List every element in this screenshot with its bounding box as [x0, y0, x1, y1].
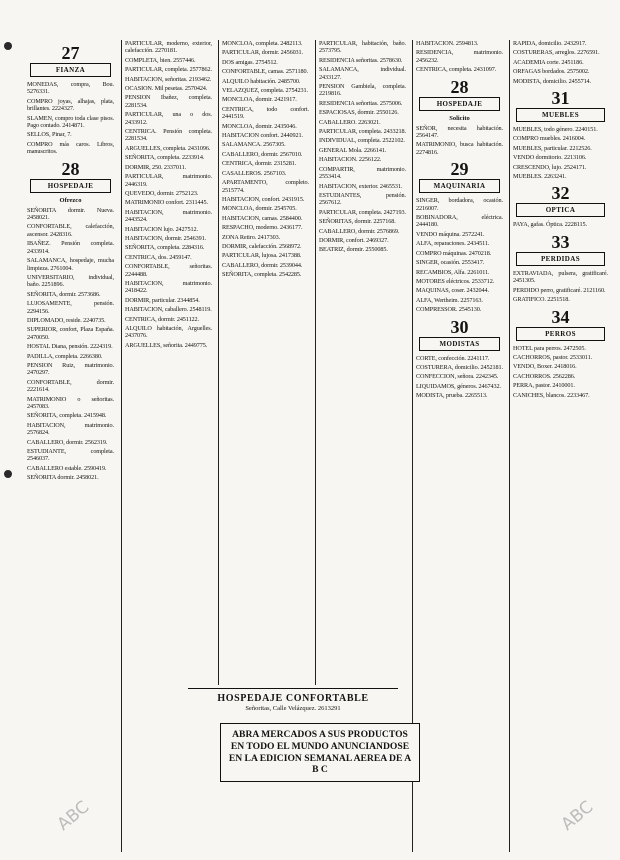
- classified-ad: SEÑORITAS, dormir. 2257168.: [319, 218, 396, 226]
- subhead-ofrezco: Ofrezco: [59, 196, 82, 204]
- classified-ad: CABALLERO, dormir. 2576869.: [319, 227, 400, 235]
- classified-ad: PADILLA, completa. 2266380.: [27, 352, 103, 360]
- section-title-optica: OPTICA: [516, 203, 605, 217]
- classified-ad: ALFA, Wertheim. 2257163.: [416, 296, 483, 304]
- classified-ad: DIPLOMADO, reside. 2240735.: [27, 316, 106, 324]
- classified-ad: MODISTA, prueba. 2265513.: [416, 392, 488, 400]
- classified-ad: MONCLOA, dormir. 2421917.: [222, 96, 297, 104]
- classified-ad: SLAMEN, compro toda clase pisos. Pago contado. 2414871.: [27, 114, 114, 130]
- abc-watermark: ABC: [53, 797, 94, 835]
- classified-ad: HABITACION confort. 2440921.: [222, 132, 303, 140]
- classified-ad: SEÑORITA, completa. 2233914.: [125, 154, 205, 162]
- classified-ad: COSTURERAS, arreglos. 2276591.: [513, 49, 600, 57]
- classified-ad: CABALLERO, dormir. 2567010.: [222, 150, 303, 158]
- classified-ad: HABITACION, caballero. 2548119.: [125, 306, 212, 314]
- classified-ad: ZONA Retiro. 2417303.: [222, 233, 281, 241]
- classified-ad: SALAMANCA, individual. 2433127.: [319, 66, 406, 81]
- classified-ad: CACHORROS, pastor. 2533011.: [513, 353, 593, 361]
- ads-column-6-top: [510, 40, 611, 85]
- classified-ad: HABITACION, matrimonio. 2576824.: [27, 421, 114, 437]
- classified-ad: PERDIDO perro, gratificaré. 2121160.: [513, 286, 606, 294]
- classified-ad: MOTORES eléctricos. 2533712.: [416, 277, 495, 285]
- classified-ad: ARGUELLES, señorita. 2449775.: [125, 341, 208, 349]
- ads-modistas: [413, 355, 506, 400]
- ads-column-4: [316, 40, 409, 254]
- classified-ad: PARTICULAR, habitación, baño. 2573795.: [319, 40, 406, 55]
- classified-ad: VENDO, Boxer. 2418016.: [513, 363, 577, 371]
- ads-maquinaria: [413, 197, 506, 313]
- promo-text: ABRA MERCADOS A SUS PRODUCTOS EN TODO EL MUNDO ANUNCIANDOSE EN LA EDICION SEMANAL AEREA DE A B C: [228, 729, 412, 776]
- punch-hole: [4, 42, 12, 50]
- classified-ad: CENTRICA, dormir. 2315281.: [222, 160, 297, 168]
- classified-ad: MATRIMONIO confort. 2311445.: [125, 199, 208, 207]
- section-number-30: 30: [450, 316, 469, 337]
- classified-ad: HABITACION. 2594813.: [416, 40, 479, 47]
- classified-ad: RESPACHO, moderno. 2436177.: [222, 224, 303, 232]
- classified-ad: HABITACION lujo. 2427512.: [125, 225, 198, 233]
- classified-ad: CACHORROS. 2562286.: [513, 372, 576, 380]
- classified-ad: PARTICULAR, completa. 2427193.: [319, 208, 406, 216]
- classified-ad: RESIDENCIA señoritas. 2575006.: [319, 99, 403, 107]
- classified-ad: SEÑORITA dormir. Nueva. 2458021.: [27, 206, 114, 222]
- classified-ad: CANICHES, blancos. 2233467.: [513, 391, 590, 399]
- classified-ad: CONFORTABLE, calefacción, ascensor. 2428316.: [27, 223, 114, 238]
- classified-ad: COMPRO muebles. 2416004.: [513, 135, 586, 143]
- classified-ad: LUJOSAMENTE, pensión. 2294156.: [27, 300, 114, 315]
- section-number-27: 27: [61, 43, 80, 63]
- classified-ad: SEÑORITA, dormir. 2573686.: [27, 290, 101, 298]
- classified-ad: CABALLERO, dormir. 2539044.: [222, 261, 303, 269]
- ads-hospedaje-ofrezco: [24, 207, 117, 482]
- classified-ad: ALQUILO habitación, Arguelles. 2437076.: [125, 325, 212, 340]
- classified-ad: ALFA, reparaciones. 2434511.: [416, 240, 490, 248]
- ads-column-2: [122, 40, 215, 349]
- classified-ad: CONFECCION, señora. 2242345.: [416, 373, 499, 381]
- classified-ad: MONCLOA, dormir. 2545705.: [222, 205, 297, 213]
- column-1: [24, 40, 117, 852]
- classified-ad: MAQUINAS, coser. 2432044.: [416, 287, 489, 295]
- classified-ad: CABALLERO, dormir. 2562319.: [27, 438, 108, 446]
- classified-ad: GRATIFICO. 2251518.: [513, 296, 570, 304]
- classified-ad: PARTICULAR, moderno, exterior, calefacción. 2270181.: [125, 40, 212, 55]
- classified-ad: PARTICULAR, completa. 2577862.: [125, 66, 212, 74]
- section-title-hospedaje-b: HOSPEDAJE: [419, 97, 500, 111]
- classified-ad: RAPIDA, domicilio. 2432917.: [513, 40, 587, 47]
- section-number-28b: 28: [450, 76, 469, 97]
- column-5: [412, 40, 506, 852]
- classified-ad: HABITACION, señoritas. 2193462.: [125, 75, 212, 83]
- classified-ad: DORMIR, 250. 2337011.: [125, 163, 187, 171]
- section-title-maquinaria: MAQUINARIA: [419, 179, 500, 193]
- classified-ad: PAYA, gafas. Óptica. 2228115.: [513, 221, 587, 229]
- abc-watermark: ABC: [557, 797, 598, 835]
- classified-ad: COMPRO más caros. Libros, manuscritos.: [27, 140, 114, 156]
- classified-ad: MUEBLES, todo género. 2240151.: [513, 126, 598, 134]
- classified-ad: SUPERIOR, confort, Plaza España. 2470050.: [27, 326, 114, 341]
- classified-ad: CENTRICA, dos. 2459147.: [125, 253, 192, 261]
- section-number-29: 29: [450, 159, 469, 180]
- classified-ad: LIQUIDAMOS, géneros. 2467432.: [416, 382, 501, 390]
- classified-ad: EXTRAVIADA, pulsera, gratificaré. 2451305.: [513, 269, 608, 285]
- ads-muebles: [510, 126, 611, 180]
- column-6: [509, 40, 611, 852]
- subhead-solicito: Solicito: [449, 114, 470, 122]
- classified-ad: VENDO máquina. 2572241.: [416, 230, 485, 238]
- classified-ad: PARTICULAR, una o dos. 2433912.: [125, 111, 212, 126]
- classified-ad: CONFORTABLE, señoritas. 2244488.: [125, 263, 212, 278]
- classified-ad: RESIDENCIA, matrimonio. 2456232.: [416, 49, 503, 64]
- classified-ad: HOTEL para perros. 2472505.: [513, 344, 586, 352]
- classified-ad: UNIVERSITARIO, individual, baño. 2251896.: [27, 273, 114, 289]
- column-3: [218, 40, 312, 685]
- classified-ad: PENSION Ruiz, matrimonio. 2470297.: [27, 361, 114, 377]
- section-number-32: 32: [551, 183, 570, 204]
- section-title-muebles: MUEBLES: [516, 108, 605, 122]
- classified-ad: MONEDAS, compra, Bou. 5276331.: [27, 81, 114, 96]
- classified-ad: IBAÑEZ. Pensión completa. 2433914.: [27, 240, 114, 255]
- classified-ad: DOS amigas. 2754512.: [222, 58, 278, 66]
- column-2: [121, 40, 215, 852]
- section-number-28: 28: [61, 158, 80, 179]
- punch-hole: [4, 470, 12, 478]
- classified-ad: SEÑORITA dormir. 2458021.: [27, 474, 99, 482]
- classified-ad: HABITACION, dormir. 2546391.: [125, 234, 207, 242]
- classified-ad: INDIVIDUAL, completa. 2522102.: [319, 137, 405, 145]
- classified-ad: DORMIR, calefacción. 2568972.: [222, 242, 302, 250]
- classified-ad: HOSTAL Diana, pensión. 2224319.: [27, 343, 113, 351]
- banner-title: HOSPEDAJE CONFORTABLE: [217, 693, 369, 704]
- column-4: [315, 40, 409, 685]
- classified-ad: COSTURERA, domicilio. 2452181.: [416, 363, 503, 371]
- classified-ad: ESPACIOSAS, dormir. 2550126.: [319, 109, 399, 117]
- classified-ad: CRESCENDO, lujo. 2524171.: [513, 163, 587, 171]
- classified-ad: PERRA, pastor. 2410001.: [513, 382, 575, 390]
- classified-ad: CENTRICA, todo confort. 2441519.: [222, 105, 309, 121]
- classified-ad: MONCLOA, dormir. 2435046.: [222, 122, 297, 130]
- section-number-33: 33: [551, 231, 570, 252]
- classified-ad: HABITACION, exterior. 2465531.: [319, 182, 403, 190]
- classified-ad: DORMIR, particular. 2344854.: [125, 296, 200, 304]
- ads-fianza: [24, 81, 117, 156]
- classified-ad: VENDO dormitorio. 2213106.: [513, 154, 587, 162]
- classified-ad: SEÑORITA, completa. 2542285.: [222, 271, 302, 279]
- classified-ad: PARTICULAR, matrimonio. 2446319.: [125, 173, 212, 188]
- ads-hospedaje-solicito: [413, 125, 506, 157]
- classified-ad: CABALLERO estable. 2590419.: [27, 464, 107, 472]
- ads-column-3: [219, 40, 312, 279]
- classified-ad: COMPRESSOR. 2545130.: [416, 306, 482, 314]
- ads-column-5-top: [413, 40, 506, 74]
- classified-ad: CONFORTABLE, dormir. 2221614.: [27, 378, 114, 394]
- classified-ad: HABITACION. 2256122.: [319, 156, 382, 164]
- classified-ad: MONCLOA, completa. 2482113.: [222, 40, 303, 47]
- classified-ad: SEÑOR, necesita habitación. 2564147.: [416, 124, 503, 140]
- classified-ad: HABITACION, confort. 2431915.: [222, 195, 305, 203]
- classified-ad: MUEBLES. 2263241.: [513, 173, 567, 181]
- banner-subtitle: Señoritas, Calle Velázquez. 2613291: [245, 705, 341, 712]
- classified-ad: MODISTA, domicilio. 2455714.: [513, 77, 591, 85]
- classified-ad: COMPRO máquinas. 2470218.: [416, 249, 492, 257]
- classified-ad: QUEVEDO, dormir. 2752123.: [125, 189, 199, 197]
- classified-ad: GENERAL Mola. 2266141.: [319, 146, 387, 154]
- classified-ad: ORFAGAS bordados. 2575002.: [513, 68, 590, 76]
- hospedaje-banner: [188, 688, 398, 712]
- classified-ad: COMPLETA, bien. 2557446.: [125, 56, 196, 64]
- classified-ad: PARTICULAR, lujosa. 2417388.: [222, 252, 302, 260]
- classified-ad: MUEBLES, particular. 2212526.: [513, 144, 592, 152]
- classified-ad: SEÑORITA, completa. 2415948.: [27, 412, 107, 420]
- classified-ad: OCASION. Mil pesetas. 2570424.: [125, 85, 208, 93]
- classified-ad: RESIDENCIA señoritas. 2578630.: [319, 56, 403, 64]
- classified-ad: SALAMANCA. 2567305.: [222, 141, 286, 149]
- classified-ad: MATRIMONIO, busca habitación. 2274816.: [416, 141, 503, 156]
- section-title-fianza: FIANZA: [30, 63, 111, 77]
- section-number-31: 31: [551, 88, 570, 109]
- classified-ad: COMPARTIR, matrimonio. 2553414.: [319, 165, 406, 181]
- classified-ad: VELAZQUEZ, completa. 2754231.: [222, 87, 308, 95]
- classified-ad: PARTICULAR, dormir. 2456031.: [222, 49, 303, 57]
- classified-ad: PARTICULAR, completa. 2433218.: [319, 128, 406, 136]
- classified-ad: MATRIMONIO o señoritas. 2457083.: [27, 395, 114, 410]
- section-title-perros: PERROS: [516, 327, 605, 341]
- classified-ad: BEATRIZ, dormir. 2550085.: [319, 246, 388, 254]
- ads-perdidas: [510, 270, 611, 304]
- section-title-modistas: MODISTAS: [419, 337, 500, 351]
- classified-ad: HABITACION, matrimonio. 2443524.: [125, 208, 212, 224]
- section-number-34: 34: [551, 306, 570, 327]
- classified-ad: BOBINADORA, eléctrica. 2444180.: [416, 214, 503, 229]
- classified-ad: RECAMBIOS, Alfa. 2261011.: [416, 268, 490, 276]
- classified-ad: SEÑORITA, completa. 2284316.: [125, 244, 205, 252]
- classified-ad: ACADEMIA corte. 2451186.: [513, 58, 584, 66]
- classified-ad: CONFORTABLE, camas. 2571180.: [222, 68, 308, 76]
- classified-ad: SINGER, bordadora, ocasión. 2216007.: [416, 197, 503, 212]
- classified-ad: CABALLERO. 2263021.: [319, 118, 381, 126]
- classified-ad: CENTRICA, dormir. 2451122.: [125, 315, 199, 323]
- classified-ad: PENSION Gambiela, completa. 2219816.: [319, 83, 406, 98]
- promo-box: [220, 723, 420, 782]
- classified-ad: PENSION Ibañez, completa. 2281534.: [125, 94, 212, 109]
- classified-ad: ARGUELLES, completa. 2431096.: [125, 144, 211, 152]
- classified-ad: HABITACION, camas. 2584400.: [222, 214, 303, 222]
- classified-ad: CENTRICA, completa. 2431097.: [416, 66, 497, 74]
- classified-ad: CENTRICA. Pensión completa. 2281534.: [125, 128, 212, 143]
- classified-ad: SALAMANCA, hospedaje, mucha limpieza. 2761004.: [27, 257, 114, 272]
- classified-ad: ESTUDIANTES, pensión. 2567612.: [319, 191, 406, 207]
- classified-ad: ESTUDIANTE, completa. 2546037.: [27, 448, 114, 463]
- classified-ad: SELLOS, Pinar, 7.: [27, 131, 72, 139]
- ads-optica: [510, 221, 611, 228]
- classified-ad: SINGER, ocasión. 2553417.: [416, 259, 485, 267]
- classified-ad: CASALLEROS. 2567103.: [222, 169, 287, 177]
- ads-perros: [510, 345, 611, 399]
- classified-ad: CORTE, confección. 2241117.: [416, 354, 490, 362]
- classified-ad: HABITACION, matrimonio. 2418422.: [125, 279, 212, 295]
- classified-ad: APARTAMENTO, completo. 2515774.: [222, 179, 309, 194]
- classified-ad: DORMIR, confort. 2469327.: [319, 236, 389, 244]
- classified-ad: ALQUILO habitación. 2485700.: [222, 77, 301, 85]
- classified-ad: COMPRO joyas, alhajas, plata, brillantes. 2224327.: [27, 97, 114, 113]
- section-title-perdidas: PERDIDAS: [516, 252, 605, 266]
- section-title-hospedaje: HOSPEDAJE: [30, 179, 111, 193]
